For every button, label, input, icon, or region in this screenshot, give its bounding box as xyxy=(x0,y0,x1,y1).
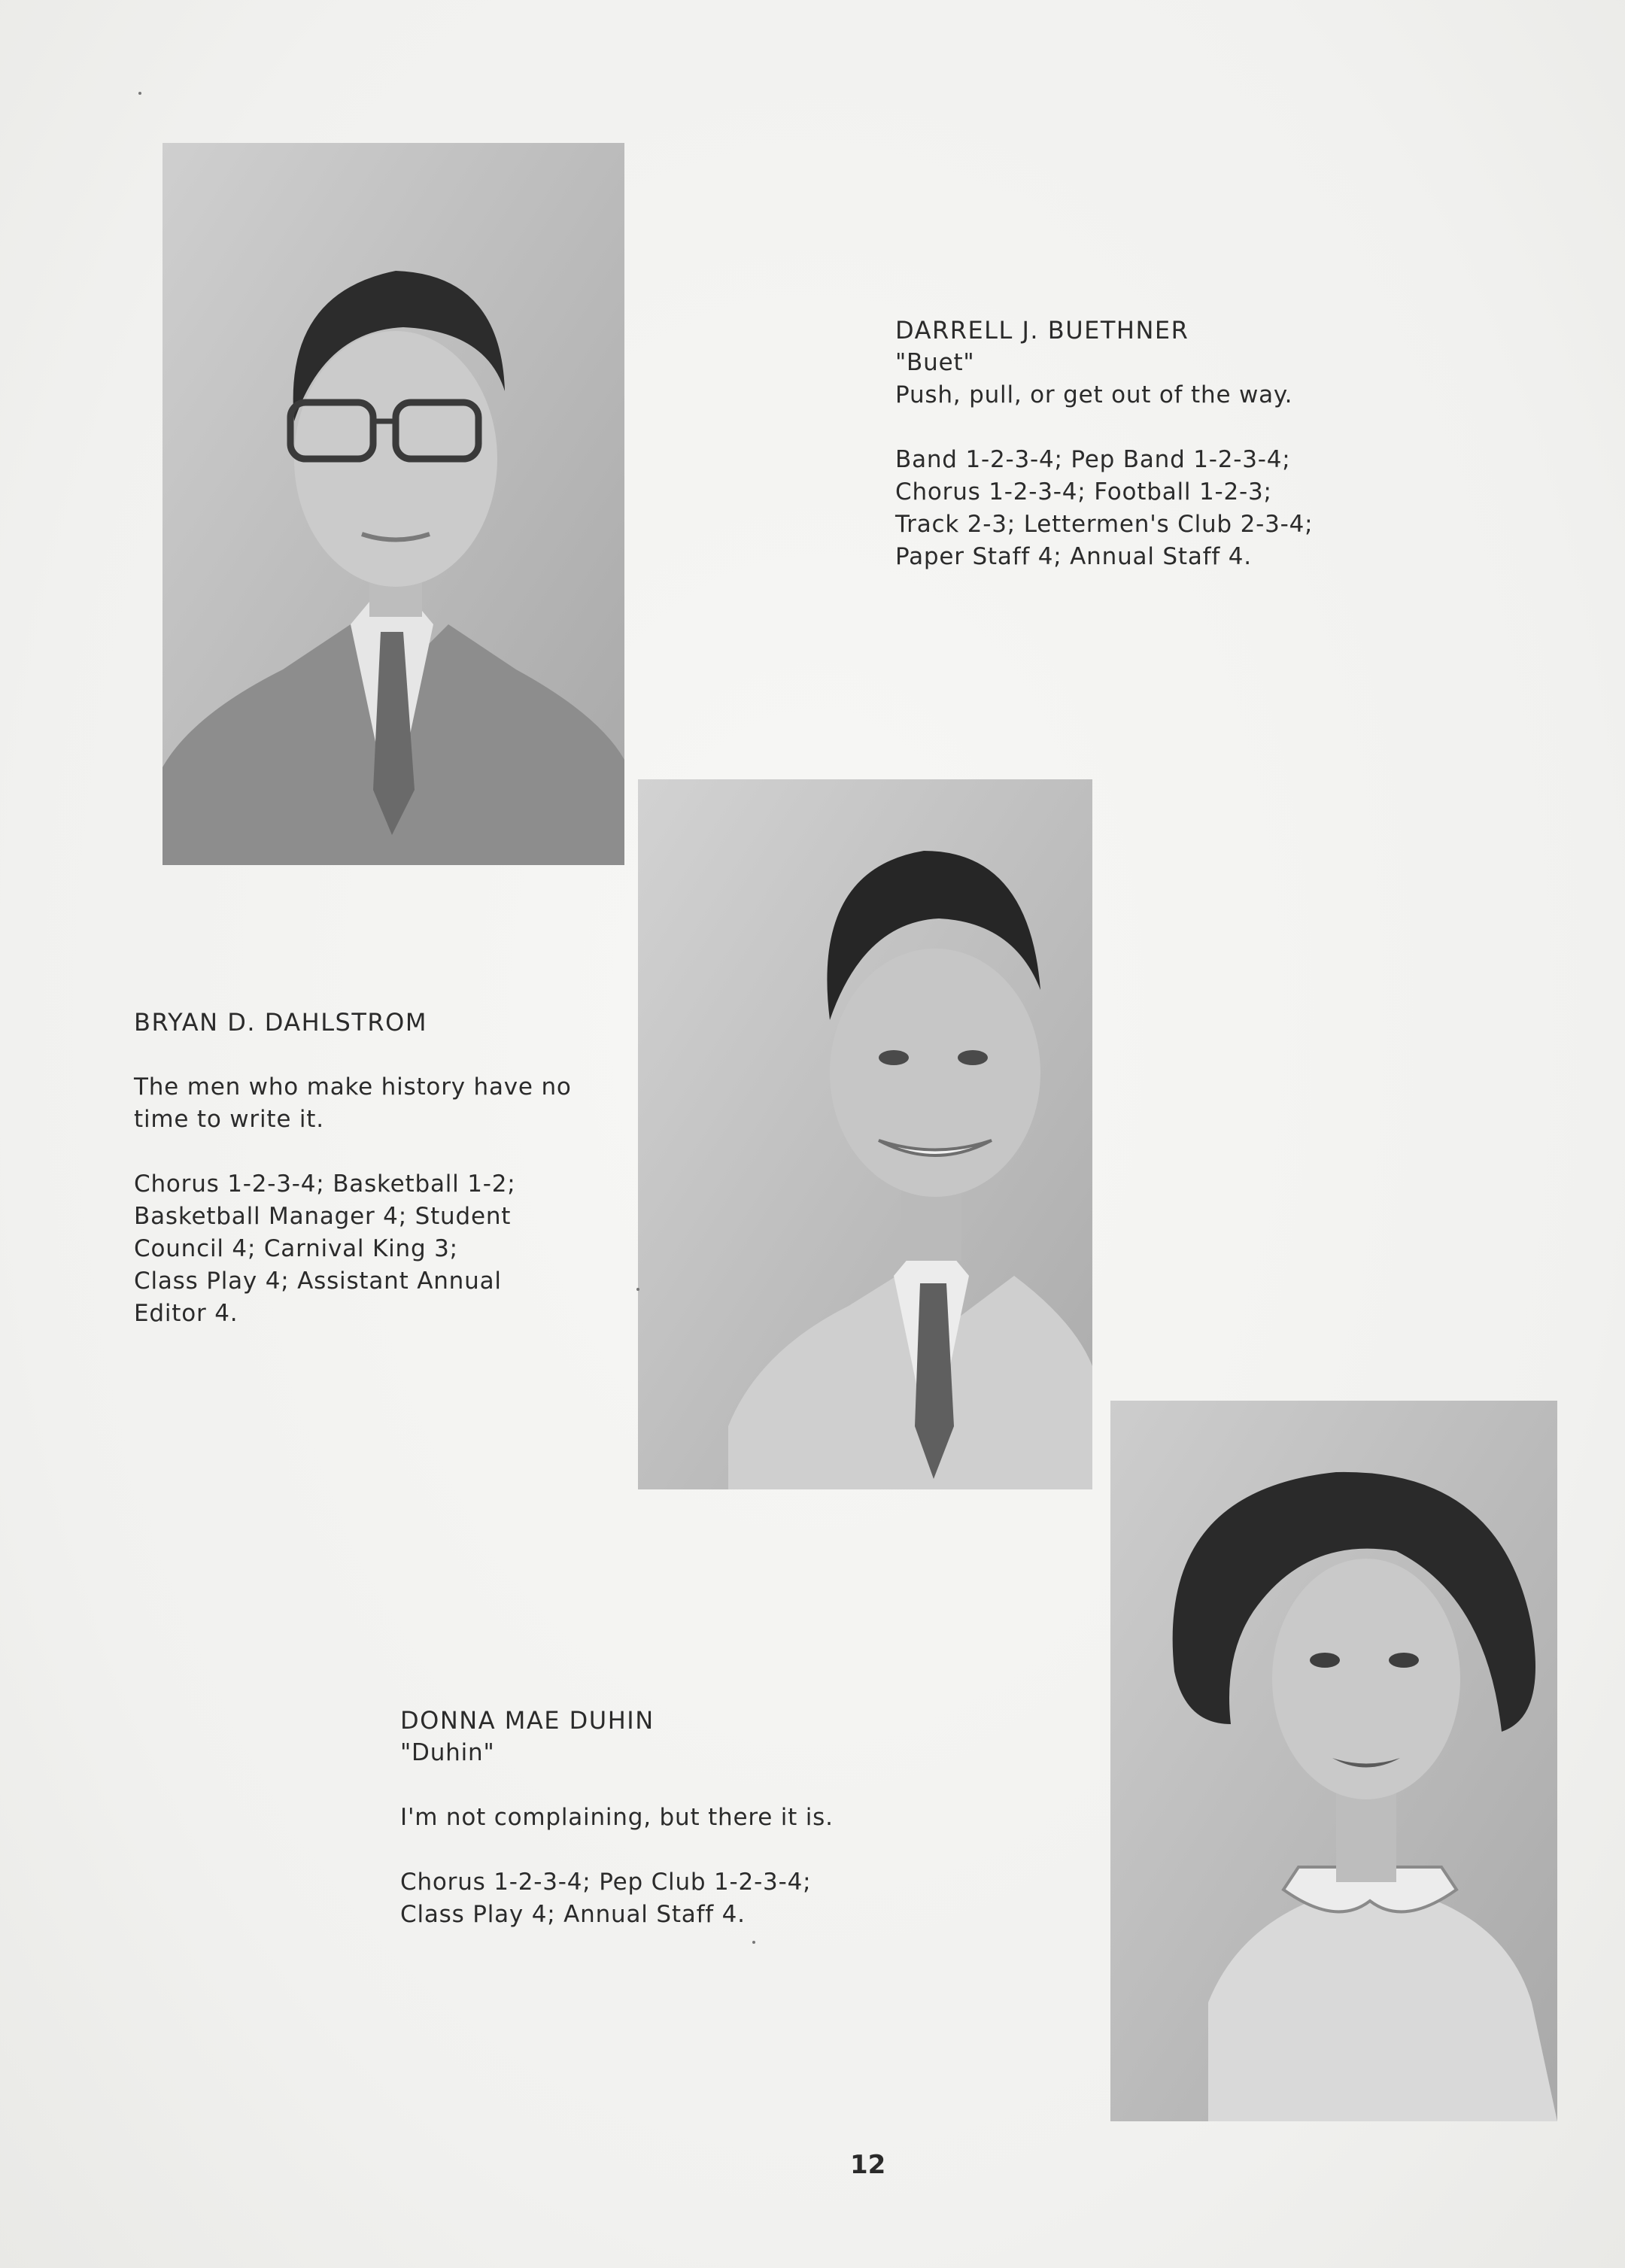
portrait-dahlstrom-drawing xyxy=(638,779,1092,1489)
student-quote-line: Push, pull, or get out of the way. xyxy=(895,381,1293,408)
student-nickname: "Buet" xyxy=(895,349,975,376)
print-speck xyxy=(138,92,141,95)
student-activities-line: Class Play 4; Assistant Annual xyxy=(134,1268,502,1295)
student-activities-line: Chorus 1-2-3-4; Pep Club 1-2-3-4; xyxy=(400,1869,812,1896)
student-activities-line: Council 4; Carnival King 3; xyxy=(134,1235,458,1262)
student-bio-duhin xyxy=(400,1705,834,1931)
portrait-photo-dahlstrom xyxy=(638,779,1092,1489)
student-activities-line: Band 1-2-3-4; Pep Band 1-2-3-4; xyxy=(895,446,1291,473)
print-speck xyxy=(636,1288,639,1291)
student-nickname: "Duhin" xyxy=(400,1739,495,1766)
student-name: DONNA MAE DUHIN xyxy=(400,1706,655,1735)
print-speck xyxy=(752,1941,755,1944)
portrait-photo-duhin xyxy=(1110,1401,1557,2121)
page-number: 12 xyxy=(850,2150,886,2180)
student-activities-line: Paper Staff 4; Annual Staff 4. xyxy=(895,543,1252,570)
student-activities-line: Chorus 1-2-3-4; Football 1-2-3; xyxy=(895,478,1272,506)
student-activities-line: Class Play 4; Annual Staff 4. xyxy=(400,1901,746,1928)
student-quote-line: time to write it. xyxy=(134,1106,324,1133)
student-activities-line: Basketball Manager 4; Student xyxy=(134,1203,512,1230)
student-activities-line: Track 2-3; Lettermen's Club 2-3-4; xyxy=(895,511,1314,538)
student-quote-line: The men who make history have no xyxy=(134,1073,572,1101)
student-name: DARRELL J. BUETHNER xyxy=(895,316,1189,345)
portrait-buethner-drawing xyxy=(162,143,624,865)
student-bio-buethner xyxy=(895,314,1313,573)
portrait-duhin-drawing xyxy=(1110,1401,1557,2121)
student-activities-line: Chorus 1-2-3-4; Basketball 1-2; xyxy=(134,1170,516,1198)
student-activities-line: Editor 4. xyxy=(134,1300,238,1327)
portrait-photo-buethner xyxy=(162,143,624,865)
student-bio-dahlstrom xyxy=(134,1006,572,1330)
student-name: BRYAN D. DAHLSTROM xyxy=(134,1008,427,1037)
student-quote-line: I'm not complaining, but there it is. xyxy=(400,1804,834,1831)
